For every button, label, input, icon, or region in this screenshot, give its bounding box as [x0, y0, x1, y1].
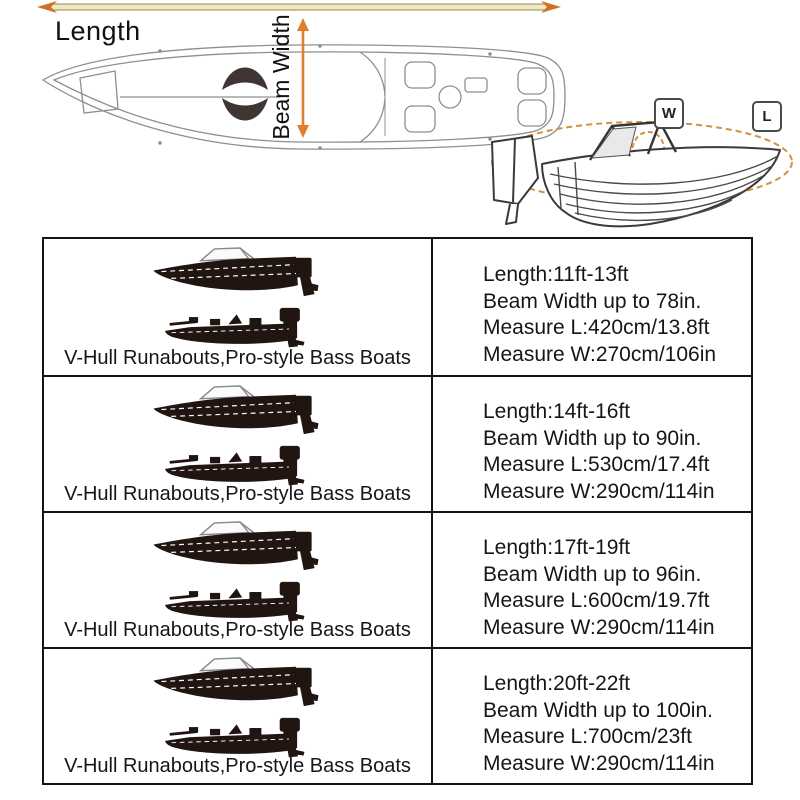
beam-width-arrow-icon — [295, 18, 311, 138]
table-row — [44, 239, 751, 375]
spec-measure-w: Measure W:290cm/114in — [483, 615, 715, 639]
spec-beam: Beam Width up to 96in. — [483, 562, 702, 586]
bass-boat-silhouette-icon — [158, 307, 318, 351]
spec-length: Length:17ft-19ft — [483, 536, 631, 559]
spec-beam: Beam Width up to 78in. — [483, 289, 702, 313]
size-specs-cell — [433, 239, 751, 375]
spec-measure-l: Measure L:700cm/23ft — [483, 725, 692, 748]
runabout-silhouette-icon — [149, 656, 327, 710]
measurement-diagram — [0, 0, 800, 237]
size-specs-cell — [433, 377, 751, 511]
runabout-silhouette-icon — [149, 520, 327, 574]
spec-measure-l: Measure L:600cm/19.7ft — [483, 589, 710, 612]
table-row — [44, 375, 751, 511]
length-label: Length — [55, 16, 141, 46]
boat-types-caption: V-Hull Runabouts,Pro-style Bass Boats — [64, 483, 411, 505]
boat-types-caption: V-Hull Runabouts,Pro-style Bass Boats — [64, 347, 411, 369]
size-specs-cell — [433, 649, 751, 783]
boat-types-cell — [44, 377, 433, 511]
covered-boat-illustration — [480, 112, 800, 237]
boat-types-cell — [44, 649, 433, 783]
spec-length: Length:20ft-22ft — [483, 672, 631, 695]
spec-measure-w: Measure W:290cm/114in — [483, 751, 715, 775]
boat-types-cell — [44, 513, 433, 647]
runabout-silhouette-icon — [149, 246, 327, 300]
spec-length: Length:14ft-16ft — [483, 400, 631, 423]
spec-beam: Beam Width up to 90in. — [483, 426, 702, 450]
spec-measure-w: Measure W:290cm/114in — [483, 479, 715, 503]
size-specs-cell — [433, 513, 751, 647]
boat-types-caption: V-Hull Runabouts,Pro-style Bass Boats — [64, 755, 411, 777]
cover-length-badge: L — [752, 101, 782, 132]
length-dimension-arrow-icon — [36, 0, 562, 16]
spec-length: Length:11ft-13ft — [483, 263, 629, 286]
beam-width-label: Beam Width — [268, 14, 294, 140]
spec-measure-l: Measure L:530cm/17.4ft — [483, 453, 710, 476]
boat-types-caption: V-Hull Runabouts,Pro-style Bass Boats — [64, 619, 411, 641]
table-row — [44, 647, 751, 783]
table-row — [44, 511, 751, 647]
spec-measure-w: Measure W:270cm/106in — [483, 342, 717, 366]
boat-types-cell — [44, 239, 433, 375]
runabout-silhouette-icon — [149, 384, 327, 438]
size-table — [42, 237, 753, 785]
spec-measure-l: Measure L:420cm/13.8ft — [483, 316, 710, 339]
cover-width-badge: W — [654, 98, 684, 129]
spec-beam: Beam Width up to 100in. — [483, 698, 713, 722]
